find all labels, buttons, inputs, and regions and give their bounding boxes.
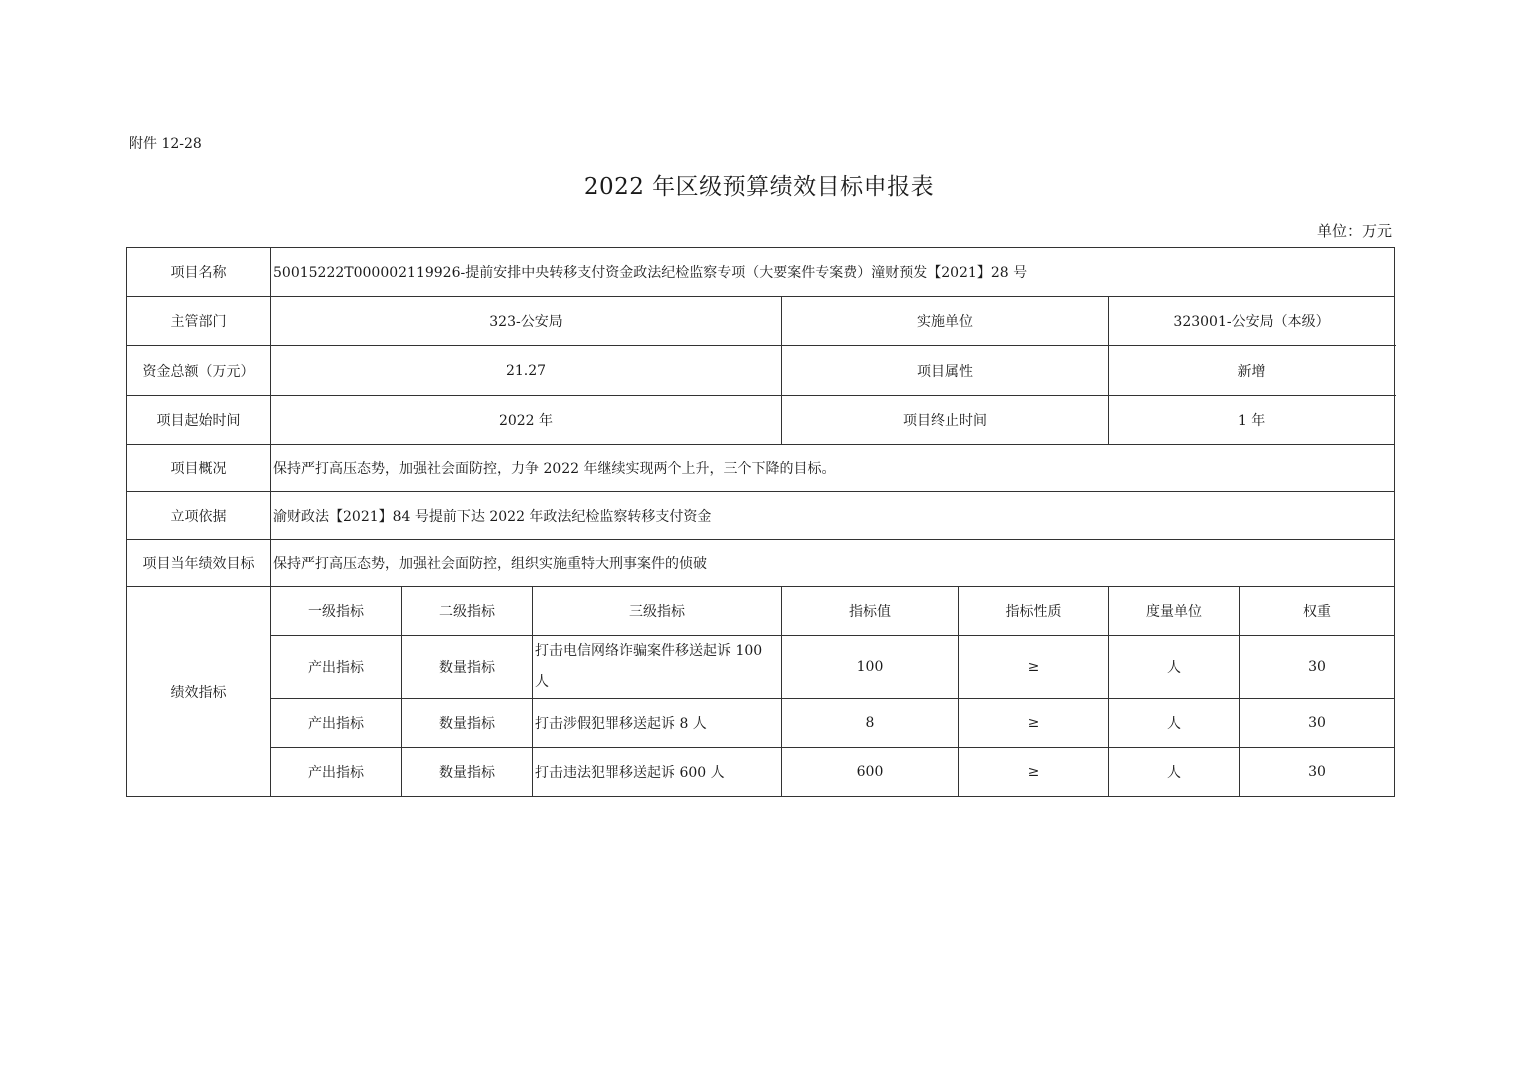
start-time-value: 2022 年 (271, 396, 782, 445)
start-time-label: 项目起始时间 (127, 396, 271, 445)
row-goal (127, 540, 1395, 587)
basis-value: 渝财政法【2021】84 号提前下达 2022 年政法纪检监察转移支付资金 (271, 492, 1395, 540)
indicator-weight: 30 (1240, 748, 1395, 797)
implementing-unit-value: 323001-公安局（本级） (1109, 297, 1395, 346)
row-timeline (127, 396, 1395, 445)
annual-goal-label: 项目当年绩效目标 (127, 540, 271, 587)
attachment-number: 附件 12-28 (129, 136, 202, 152)
indicator-weight: 30 (1240, 636, 1395, 699)
indicator-level3: 打击电信网络诈骗案件移送起诉 100 人 (533, 636, 782, 699)
unit-note: 单位：万元 (1316, 222, 1392, 240)
implementing-unit-label: 实施单位 (782, 297, 1109, 346)
header-level1: 一级指标 (271, 587, 402, 636)
indicator-level2: 数量指标 (402, 748, 533, 797)
indicator-level3: 打击违法犯罪移送起诉 600 人 (533, 748, 782, 797)
indicator-nature: ≥ (959, 636, 1109, 699)
indicator-header-row (127, 587, 1395, 636)
indicator-level1: 产出指标 (271, 748, 402, 797)
indicator-row (127, 699, 1395, 748)
department-label: 主管部门 (127, 297, 271, 346)
header-value: 指标值 (782, 587, 959, 636)
department-value: 323-公安局 (271, 297, 782, 346)
row-fund (127, 346, 1395, 396)
indicator-level2: 数量指标 (402, 699, 533, 748)
indicator-unit: 人 (1109, 748, 1240, 797)
header-nature: 指标性质 (959, 587, 1109, 636)
overview-value: 保持严打高压态势，加强社会面防控，力争 2022 年继续实现两个上升，三个下降的目标。 (271, 445, 1395, 492)
project-name-label: 项目名称 (127, 248, 271, 297)
budget-performance-table (126, 247, 1395, 797)
row-project-name (127, 248, 1395, 297)
indicator-level1: 产出指标 (271, 636, 402, 699)
indicator-level3: 打击涉假犯罪移送起诉 8 人 (533, 699, 782, 748)
header-unit: 度量单位 (1109, 587, 1240, 636)
annual-goal-value: 保持严打高压态势，加强社会面防控，组织实施重特大刑事案件的侦破 (271, 540, 1395, 587)
project-attribute-value: 新增 (1109, 346, 1395, 396)
end-time-value: 1 年 (1109, 396, 1395, 445)
indicator-value: 600 (782, 748, 959, 797)
row-overview (127, 445, 1395, 492)
page-title: 2022 年区级预算绩效目标申报表 (583, 174, 935, 200)
fund-total-value: 21.27 (271, 346, 782, 396)
header-weight: 权重 (1240, 587, 1395, 636)
header-level2: 二级指标 (402, 587, 533, 636)
overview-label: 项目概况 (127, 445, 271, 492)
indicator-level2: 数量指标 (402, 636, 533, 699)
indicator-nature: ≥ (959, 748, 1109, 797)
indicator-unit: 人 (1109, 699, 1240, 748)
row-department (127, 297, 1395, 346)
basis-label: 立项依据 (127, 492, 271, 540)
project-attribute-label: 项目属性 (782, 346, 1109, 396)
row-basis (127, 492, 1395, 540)
fund-total-label: 资金总额（万元） (127, 346, 271, 396)
indicator-nature: ≥ (959, 699, 1109, 748)
end-time-label: 项目终止时间 (782, 396, 1109, 445)
indicators-section-label: 绩效指标 (127, 587, 271, 797)
project-name-value: 50015222T000002119926-提前安排中央转移支付资金政法纪检监察专项（大要案件专案费）潼财预发【2021】28 号 (271, 248, 1395, 297)
indicator-value: 8 (782, 699, 959, 748)
indicator-level1: 产出指标 (271, 699, 402, 748)
indicator-value: 100 (782, 636, 959, 699)
indicator-row (127, 748, 1395, 797)
header-level3: 三级指标 (533, 587, 782, 636)
indicator-row (127, 636, 1395, 699)
indicator-unit: 人 (1109, 636, 1240, 699)
indicator-weight: 30 (1240, 699, 1395, 748)
